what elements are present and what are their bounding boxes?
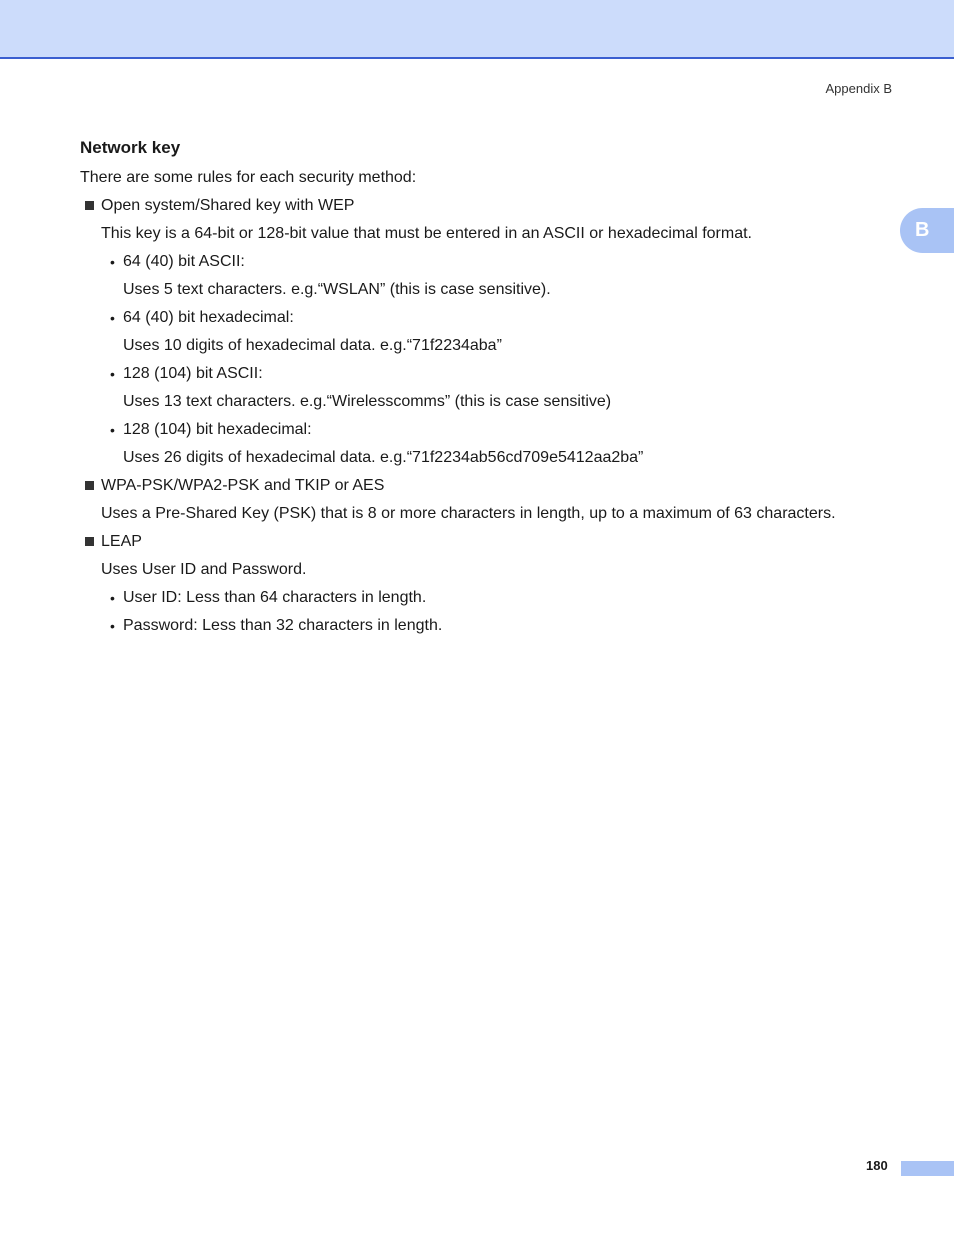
method-description: Uses a Pre-Shared Key (PSK) that is 8 or more characters in length, up to a maximum of 63 characters.	[101, 505, 836, 522]
method-description: Uses User ID and Password.	[101, 561, 307, 578]
list-item	[80, 248, 900, 276]
list-item	[80, 304, 900, 332]
square-bullet-icon	[85, 201, 94, 210]
square-bullet-icon	[85, 537, 94, 546]
method-name: Open system/Shared key with WEP	[101, 197, 355, 214]
page-number-bar	[901, 1161, 954, 1176]
method-leap	[80, 528, 900, 556]
intro-text: There are some rules for each security method:	[80, 169, 417, 186]
item-label: 128 (104) bit hexadecimal:	[123, 421, 312, 438]
method-description: This key is a 64-bit or 128-bit value that must be entered in an ASCII or hexadecimal format.	[101, 225, 752, 242]
item-label: 64 (40) bit ASCII:	[123, 253, 245, 270]
list-item	[80, 612, 900, 640]
round-bullet-icon: •	[110, 590, 115, 606]
section-title: Network key	[80, 138, 181, 157]
page-content	[80, 136, 900, 640]
item-label: 64 (40) bit hexadecimal:	[123, 309, 294, 326]
square-bullet-icon	[85, 481, 94, 490]
method-wep	[80, 192, 900, 220]
item-label: Password: Less than 32 characters in length.	[123, 617, 443, 634]
item-detail: Uses 13 text characters. e.g.“Wirelesscomms” (this is case sensitive)	[123, 393, 612, 410]
round-bullet-icon: •	[110, 366, 115, 382]
round-bullet-icon: •	[110, 310, 115, 326]
header-band	[0, 0, 954, 59]
round-bullet-icon: •	[110, 254, 115, 270]
item-label: User ID: Less than 64 characters in length.	[123, 589, 427, 606]
method-wpa	[80, 472, 900, 500]
chapter-tab: B	[900, 208, 954, 253]
list-item	[80, 584, 900, 612]
appendix-label: Appendix B	[825, 81, 892, 96]
item-label: 128 (104) bit ASCII:	[123, 365, 263, 382]
item-detail: Uses 10 digits of hexadecimal data. e.g.“71f2234aba”	[123, 337, 502, 354]
method-name: LEAP	[101, 533, 142, 550]
round-bullet-icon: •	[110, 422, 115, 438]
list-item	[80, 360, 900, 388]
round-bullet-icon: •	[110, 618, 115, 634]
page-number: 180	[866, 1158, 888, 1173]
item-detail: Uses 5 text characters. e.g.“WSLAN” (this is case sensitive).	[123, 281, 551, 298]
list-item	[80, 416, 900, 444]
method-name: WPA-PSK/WPA2-PSK and TKIP or AES	[101, 477, 385, 494]
item-detail: Uses 26 digits of hexadecimal data. e.g.“71f2234ab56cd709e5412aa2ba”	[123, 449, 644, 466]
